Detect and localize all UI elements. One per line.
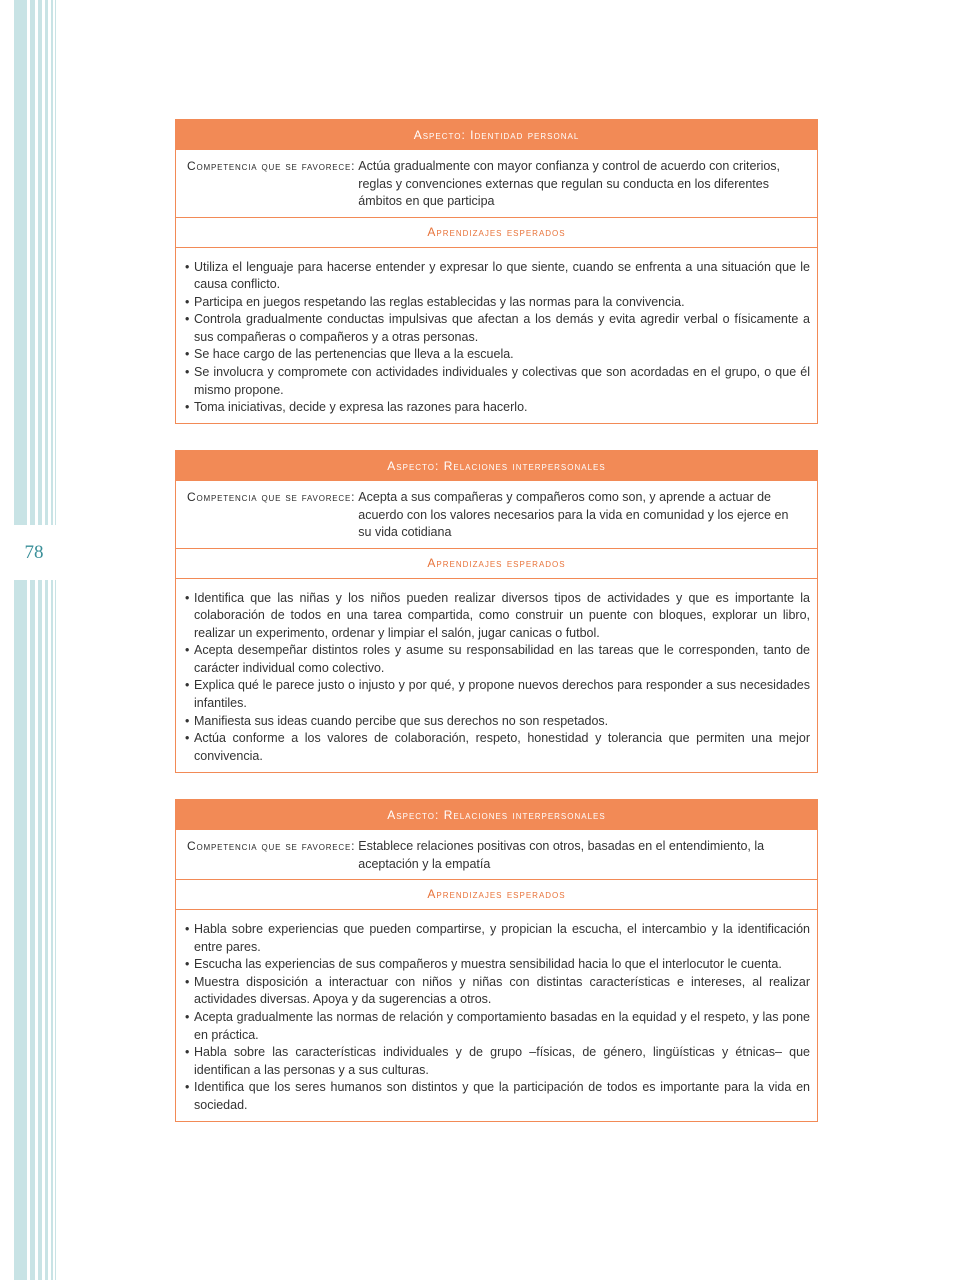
aspect-header: Aspecto: Identidad personal (176, 120, 817, 150)
list-item: • Habla sobre experiencias que pueden compartirse, y propician la escucha, el intercambio y la identificación entre pares. (186, 921, 810, 956)
aspect-table-identidad-personal (175, 119, 818, 424)
aprendizajes-list (176, 910, 817, 1123)
list-item: • Acepta gradualmente las normas de relación y comportamiento basadas en la equidad y el respeto, y las pone en práctica. (186, 1009, 810, 1044)
competencia-text: Actúa gradualmente con mayor confianza y control de acuerdo con criterios, reglas y convenciones externas que regulan su conducta en los diferentes ámbitos en que participa (358, 159, 781, 208)
stripe (45, 0, 48, 1280)
list-item: • Se hace cargo de las pertenencias que lleva a la escuela. (186, 346, 810, 364)
aprendizajes-list (176, 248, 817, 425)
stripe (38, 0, 42, 1280)
aspect-table-relaciones-interpersonales-2 (175, 799, 818, 1122)
competencia-text: Acepta a sus compañeras y compañeros como son, y aprende a actuar de acuerdo con los valores necesarios para la vida en comunidad y los ejerce en su vida cotidiana (358, 490, 789, 539)
list-item: • Acepta desempeñar distintos roles y asume su responsabilidad en las tareas que le corresponden, tanto de carácter individual como colectivo. (186, 642, 810, 677)
competencia-row (176, 150, 817, 218)
list-item: • Actúa conforme a los valores de colaboración, respeto, honestidad y tolerancia que permiten una mejor convivencia. (186, 730, 810, 765)
decorative-stripes (14, 0, 58, 1280)
competencia-row (176, 481, 817, 549)
aprendizajes-list (176, 579, 817, 774)
stripe (30, 0, 35, 1280)
competencia-label: Competencia que se favorece: (187, 839, 356, 853)
stripe (55, 0, 56, 1280)
list-item: • Explica qué le parece justo o injusto y por qué, y propone nuevos derechos para responder a sus necesidades infantiles. (186, 677, 810, 712)
list-item: • Muestra disposición a interactuar con niños y niñas con distintas características e intereses, al realizar actividades diversas. Apoya y da sugerencias a otros. (186, 974, 810, 1009)
list-item: • Se involucra y compromete con actividades individuales y colectivas que son acordadas en el grupo, o que él mismo propone. (186, 364, 810, 399)
stripe (51, 0, 53, 1280)
competencia-row (176, 830, 817, 880)
competencia-label: Competencia que se favorece: (187, 490, 356, 504)
aspect-table-relaciones-interpersonales-1 (175, 450, 818, 773)
list-item: • Utiliza el lenguaje para hacerse entender y expresar lo que siente, cuando se enfrenta a una situación que le causa conflicto. (186, 259, 810, 294)
list-item: • Toma iniciativas, decide y expresa las razones para hacerlo. (186, 399, 810, 417)
competencia-text: Establece relaciones positivas con otros, basadas en el entendimiento, la aceptación y la empatía (358, 839, 765, 871)
aprendizajes-header: Aprendizajes esperados (176, 880, 817, 910)
list-item: • Habla sobre las características individuales y de grupo –físicas, de género, lingüísticas y étnicas– que identifican a las personas y a sus culturas. (186, 1044, 810, 1079)
aspect-header: Aspecto: Relaciones interpersonales (176, 451, 817, 481)
competencia-label: Competencia que se favorece: (187, 159, 356, 173)
aprendizajes-header: Aprendizajes esperados (176, 218, 817, 248)
list-item: • Participa en juegos respetando las reglas establecidas y las normas para la convivencia. (186, 294, 810, 312)
stripe (14, 0, 27, 1280)
list-item: • Identifica que los seres humanos son distintos y que la participación de todos es importante para la vida en sociedad. (186, 1079, 810, 1114)
list-item: • Escucha las experiencias de sus compañeros y muestra sensibilidad hacia lo que el interlocutor le cuenta. (186, 956, 810, 974)
list-item: • Manifiesta sus ideas cuando percibe que sus derechos no son respetados. (186, 713, 810, 731)
list-item: • Controla gradualmente conductas impulsivas que afectan a los demás y evita agredir verbal o físicamente a sus compañeras o compañeros y a otras personas. (186, 311, 810, 346)
page-number: 78 (24, 542, 44, 563)
aprendizajes-header: Aprendizajes esperados (176, 549, 817, 579)
list-item: • Identifica que las niñas y los niños pueden realizar diversos tipos de actividades y que es importante la colaboración de todos en una tarea compartida, como construir un puente con bloques, explorar un libro, realizar un experimento, ordenar y limpiar el salón, jugar canicas o futbol. (186, 590, 810, 643)
aspect-header: Aspecto: Relaciones interpersonales (176, 800, 817, 830)
